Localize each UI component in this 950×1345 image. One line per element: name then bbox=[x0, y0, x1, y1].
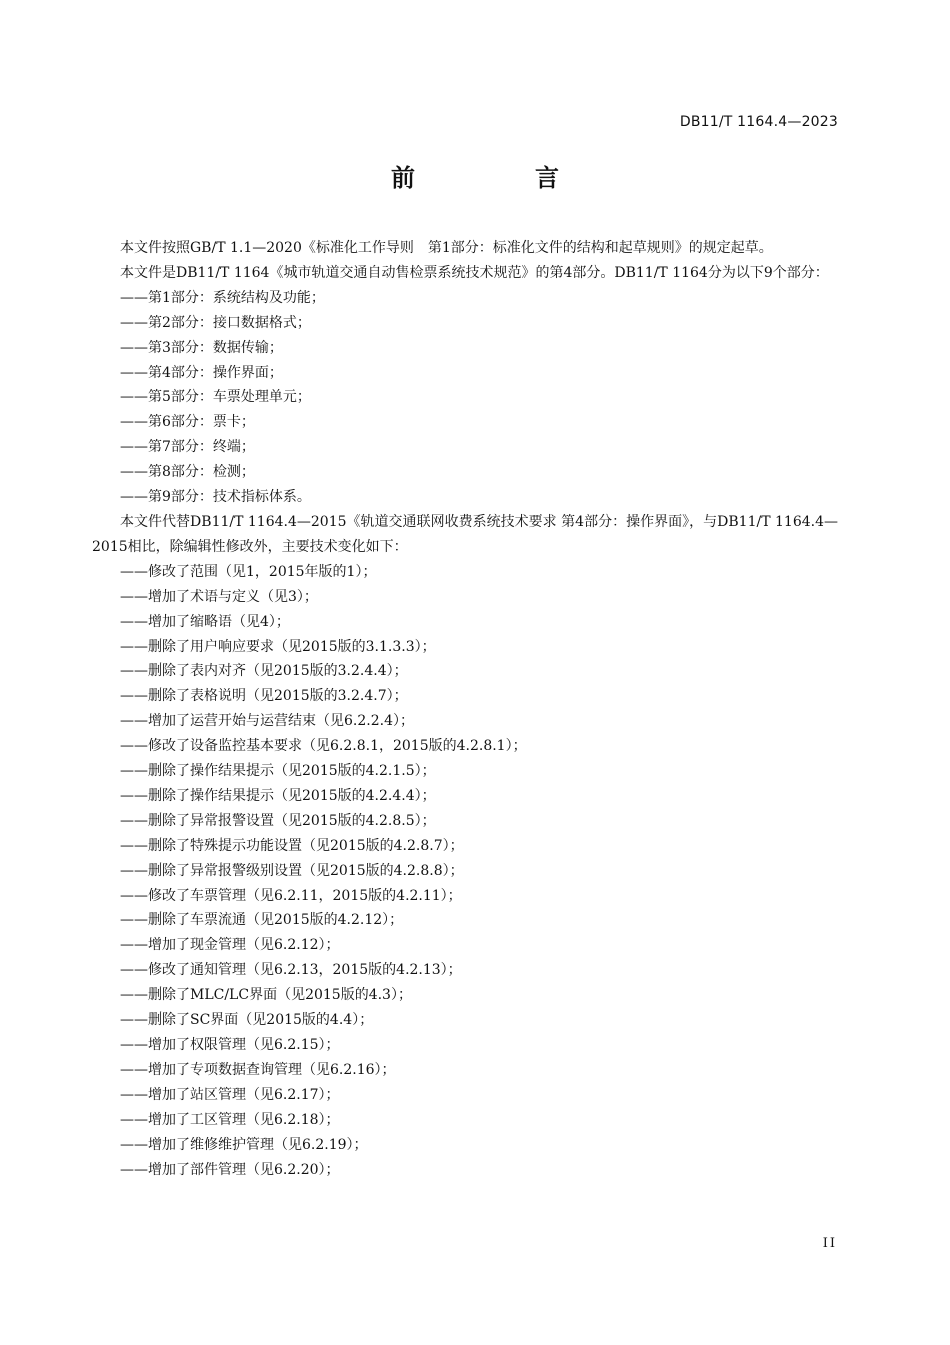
list-item: ——删除了车票流通（见2015版的4.2.12）； bbox=[120, 912, 404, 929]
list-item: ——删除了MLC/LC界面（见2015版的4.3）； bbox=[120, 987, 412, 1004]
document-body bbox=[92, 236, 838, 1182]
list-item: ——第9部分：技术指标体系。 bbox=[120, 489, 311, 506]
page-title: 前 言 bbox=[391, 164, 607, 192]
list-item: ——删除了用户响应要求（见2015版的3.1.3.3）； bbox=[120, 638, 436, 655]
list-item: ——第2部分：接口数据格式； bbox=[120, 314, 311, 331]
list-item: ——第7部分：终端； bbox=[120, 439, 255, 456]
document-code: DB11/T 1164.4—2023 bbox=[679, 114, 838, 130]
list-item: ——增加了专项数据查询管理（见6.2.16）； bbox=[120, 1061, 396, 1078]
changes-list bbox=[92, 560, 838, 1183]
list-item: ——增加了运营开始与运营结束（见6.2.2.4）； bbox=[120, 713, 414, 730]
list-item: ——删除了表内对齐（见2015版的3.2.4.4）； bbox=[120, 663, 408, 680]
list-item: ——第3部分：数据传输； bbox=[120, 339, 283, 356]
list-item: ——修改了设备监控基本要求（见6.2.8.1，2015版的4.2.8.1）； bbox=[120, 738, 527, 755]
list-item: ——删除了异常报警设置（见2015版的4.2.8.5）； bbox=[120, 812, 436, 829]
list-item: ——增加了工区管理（见6.2.18）； bbox=[120, 1111, 340, 1128]
list-item: ——增加了现金管理（见6.2.12）； bbox=[120, 937, 340, 954]
list-item: ——删除了特殊提示功能设置（见2015版的4.2.8.7）； bbox=[120, 837, 464, 854]
list-item: ——增加了维修维护管理（见6.2.19）； bbox=[120, 1136, 368, 1153]
intro-paragraph: 本文件按照GB/T 1.1—2020《标准化工作导则 第1部分：标准化文件的结构和起草规则》的规定起草。 bbox=[120, 240, 773, 256]
list-item: ——删除了SC界面（见2015版的4.4）； bbox=[120, 1012, 374, 1029]
list-item: ——修改了通知管理（见6.2.13，2015版的4.2.13）； bbox=[120, 962, 462, 979]
list-item: ——删除了异常报警级别设置（见2015版的4.2.8.8）； bbox=[120, 862, 464, 879]
list-item: ——第8部分：检测； bbox=[120, 464, 255, 481]
list-item: ——删除了表格说明（见2015版的3.2.4.7）； bbox=[120, 688, 408, 705]
list-item: ——增加了部件管理（见6.2.20）； bbox=[120, 1161, 340, 1178]
parts-list bbox=[92, 286, 838, 510]
list-item: ——删除了操作结果提示（见2015版的4.2.1.5）； bbox=[120, 763, 436, 780]
list-item: ——增加了缩略语（见4）； bbox=[120, 613, 290, 630]
list-item: ——修改了车票管理（见6.2.11，2015版的4.2.11）； bbox=[120, 887, 462, 904]
list-item: ——修改了范围（见1，2015年版的1）； bbox=[120, 563, 377, 580]
list-item: ——增加了权限管理（见6.2.15）； bbox=[120, 1037, 340, 1053]
list-item: ——第5部分：车票处理单元； bbox=[120, 389, 311, 406]
intro-paragraph: 本文件是DB11/T 1164《城市轨道交通自动售检票系统技术规范》的第4部分。DB11/T 1164分为以下9个部分： bbox=[120, 264, 829, 281]
list-item: ——增加了术语与定义（见3）； bbox=[120, 588, 318, 605]
list-item: ——第6部分：票卡； bbox=[120, 414, 255, 431]
page-number: II bbox=[822, 1236, 837, 1251]
list-item: ——第1部分：系统结构及功能； bbox=[120, 289, 325, 306]
list-item: ——删除了操作结果提示（见2015版的4.2.4.4）； bbox=[120, 787, 436, 804]
replace-paragraph: 本文件代替DB11/T 1164.4—2015《轨道交通联网收费系统技术要求 第4部分：操作界面》，与DB11/T 1164.4—2015相比，除编辑性修改外，主要技术变化如下： bbox=[92, 513, 838, 555]
list-item: ——第4部分：操作界面； bbox=[120, 364, 283, 381]
list-item: ——增加了站区管理（见6.2.17）； bbox=[120, 1086, 340, 1103]
